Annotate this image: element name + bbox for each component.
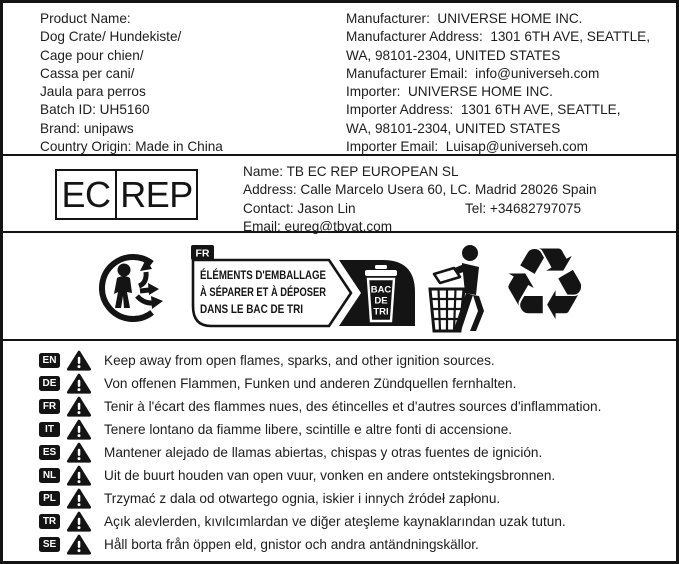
lang-badge-se: SE — [39, 537, 60, 552]
ec-rep-contact-row — [243, 200, 597, 218]
warning-triangle-icon — [67, 396, 91, 417]
ec-rep-email: Email: eureg@tbvat.com — [243, 218, 393, 234]
importer-email: Importer Email: Luisap@universeh.com — [346, 139, 588, 155]
warning-triangle-icon — [67, 419, 91, 440]
importer-name: Importer: UNIVERSE HOME INC. — [346, 84, 553, 100]
info-tri-bubble — [189, 245, 415, 329]
lang-badge-nl: NL — [39, 468, 60, 483]
warning-row-en — [39, 349, 676, 372]
manufacturer-address-1: Manufacturer Address: 1301 6TH AVE, SEATTLE, — [346, 29, 650, 45]
manufacturer-name: Manufacturer: UNIVERSE HOME INC. — [346, 11, 583, 26]
batch-id: Batch ID: UH5160 — [40, 102, 150, 118]
warning-row-es — [39, 441, 676, 464]
ec-rep-symbol-rep: REP — [120, 173, 193, 215]
lang-badge-en: EN — [39, 353, 60, 368]
ec-rep-contact: Contact: Jason Lin — [243, 200, 356, 216]
lang-badge-it: IT — [39, 422, 60, 437]
warning-row-tr — [39, 510, 676, 533]
warning-text-fr: Tenir à l'écart des flammes nues, des étincelles et d'autres sources d'inflammation. — [104, 399, 602, 414]
product-info-column — [40, 10, 346, 154]
warning-row-nl — [39, 464, 676, 487]
lang-badge-pl: PL — [39, 491, 60, 506]
warning-row-de — [39, 372, 676, 395]
warning-row-pl — [39, 487, 676, 510]
product-name-es: Jaula para perros — [40, 84, 146, 100]
bubble-line-2: À SÉPARER ET À DÉPOSER — [200, 287, 356, 299]
warning-triangle-icon — [67, 465, 91, 486]
section-product-info — [3, 3, 676, 156]
warning-text-es: Mantener alejado de llamas abiertas, chispas y otras fuentes de ignición. — [104, 445, 543, 460]
warning-row-it — [39, 418, 676, 441]
manufacturer-email: Manufacturer Email: info@universeh.com — [346, 65, 600, 81]
section-warnings — [3, 341, 676, 561]
lang-badge-tr: TR — [39, 514, 60, 529]
bubble-line-3: DANS LE BAC DE TRI — [200, 304, 303, 316]
ec-rep-address: Address: Calle Marcelo Usera 60, LC. Madrid 28026 Spain — [243, 182, 597, 198]
manufacturer-address-2: WA, 98101-2304, UNITED STATES — [346, 47, 561, 63]
lang-badge-es: ES — [39, 445, 60, 460]
section-ec-rep — [3, 156, 676, 233]
product-name-en-de: Dog Crate/ Hundekiste/ — [40, 29, 182, 45]
bin-label-tri: TRI — [373, 306, 389, 318]
warning-triangle-icon — [67, 442, 91, 463]
lang-badge-de: DE — [39, 376, 60, 391]
recycle-mobius-icon: ♻ — [500, 226, 590, 343]
warning-text-se: Håll borta från öppen eld, gnistor och andra antändningskällor. — [104, 537, 479, 552]
warning-text-it: Tenere lontano da fiamme libere, scintille e altre fonti di accensione. — [104, 422, 513, 437]
brand: Brand: unipaws — [40, 120, 134, 136]
warning-row-se — [39, 533, 676, 556]
tidyman-icon — [427, 243, 499, 333]
warning-text-nl: Uit de buurt houden van open vuur, vonken en andere ontstekingsbronnen. — [104, 468, 556, 483]
warning-triangle-icon — [67, 373, 91, 394]
manufacturer-info-column — [346, 10, 672, 154]
triman-icon — [99, 250, 175, 326]
bin-label-bac: BAC — [370, 284, 392, 296]
warning-text-pl: Trzymać z dala od otwartego ognia, iskier i innych źródeł zapłonu. — [104, 491, 501, 506]
fr-tag-label: FR — [195, 247, 210, 260]
warning-row-fr — [39, 395, 676, 418]
product-name-label: Product Name: — [40, 11, 131, 26]
product-name-it: Cassa per cani/ — [40, 65, 135, 81]
ec-rep-symbol — [55, 169, 198, 220]
lang-badge-fr: FR — [39, 399, 60, 414]
ec-rep-name: Name: TB EC REP EUROPEAN SL — [243, 164, 459, 179]
bac-de-tri-bin-icon — [365, 265, 397, 321]
warning-text-de: Von offenen Flammen, Funken und anderen Zündquellen fernhalten. — [104, 376, 517, 391]
warning-text-en: Keep away from open flames, sparks, and other ignition sources. — [104, 353, 495, 368]
warning-triangle-icon — [67, 488, 91, 509]
warning-triangle-icon — [67, 350, 91, 371]
ec-rep-symbol-ec: EC — [57, 171, 117, 218]
bubble-line-1: ÉLÉMENTS D'EMBALLAGE — [200, 270, 350, 282]
warning-triangle-icon — [67, 534, 91, 555]
importer-address-2: WA, 98101-2304, UNITED STATES — [346, 120, 561, 136]
bin-label-de: DE — [374, 295, 388, 307]
warning-triangle-icon — [67, 511, 91, 532]
product-name-fr: Cage pour chien/ — [40, 47, 144, 63]
importer-address-1: Importer Address: 1301 6TH AVE, SEATTLE, — [346, 102, 621, 118]
warning-text-tr: Açık alevlerden, kıvılcımlardan ve diğer ateşleme kaynaklarından uzak tutun. — [104, 514, 566, 529]
ec-rep-tel: Tel: +34682797075 — [465, 200, 582, 216]
country-origin: Country Origin: Made in China — [40, 139, 223, 155]
